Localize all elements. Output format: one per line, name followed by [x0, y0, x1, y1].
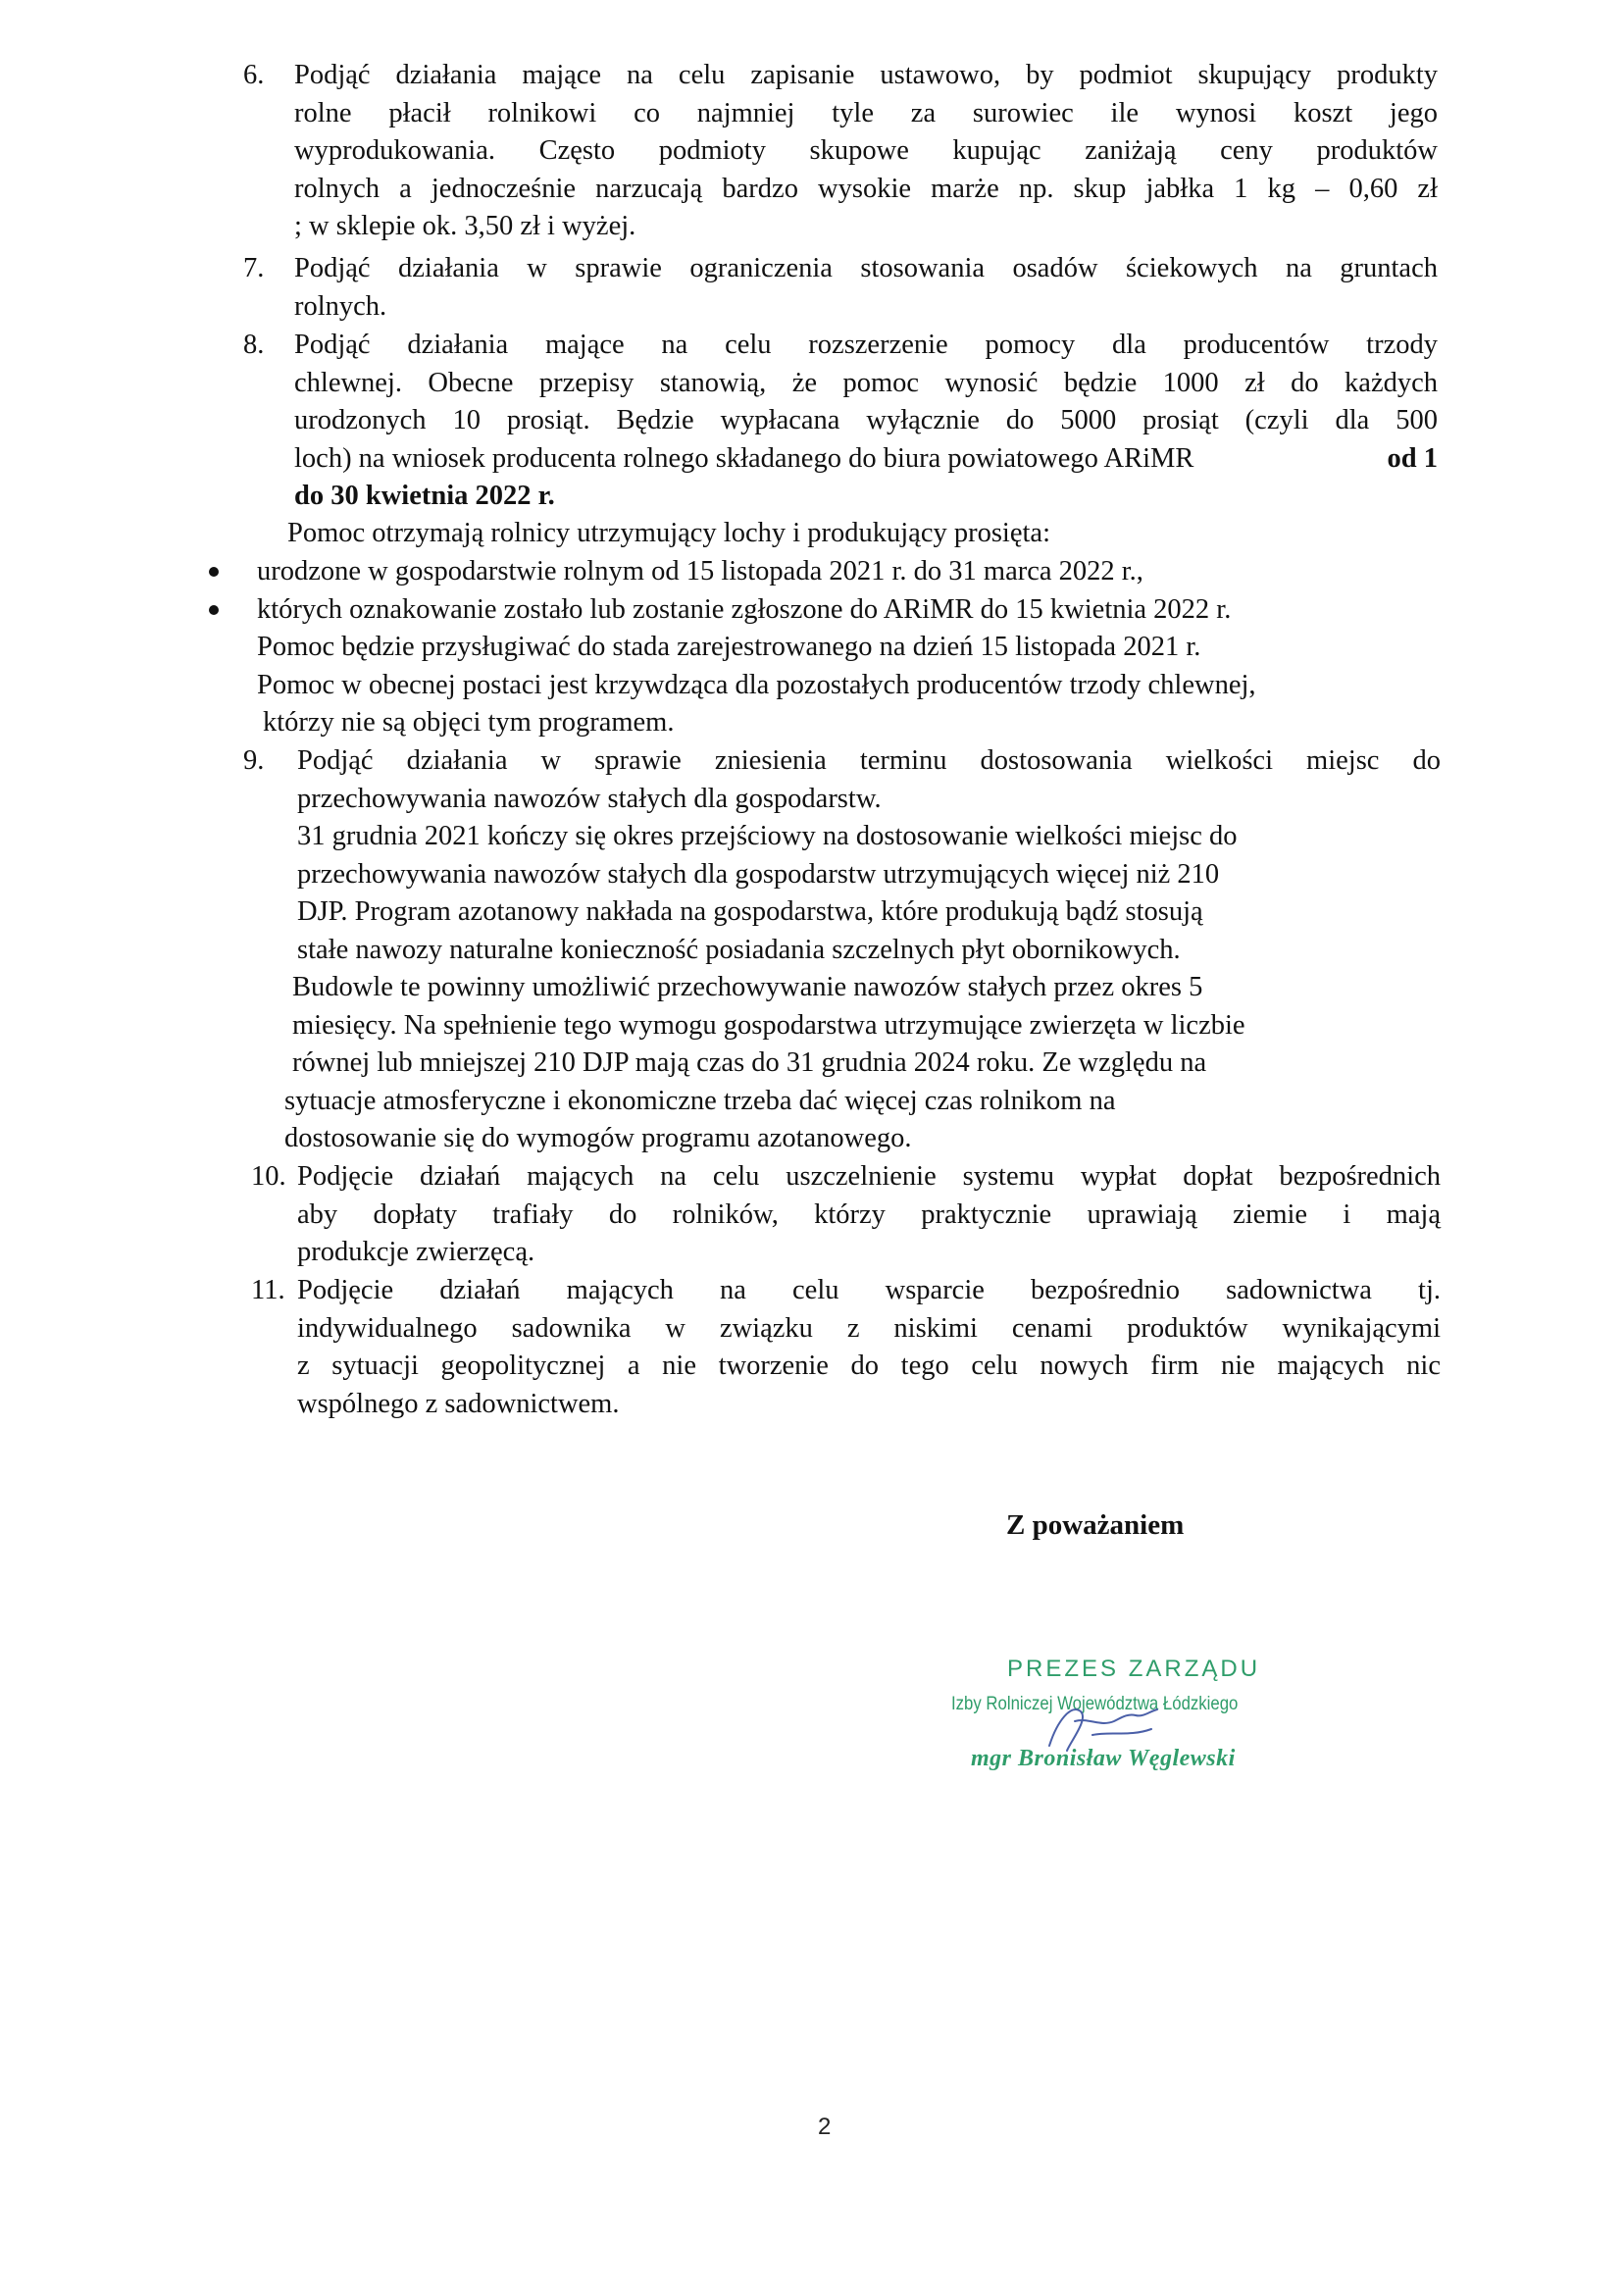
text-line: chlewnej. Obecne przepisy stanowią, że pomoc wynosić będzie 1000 zł do każdych [294, 367, 1438, 398]
bullet-item: urodzone w gospodarstwie rolnym od 15 listopada 2021 r. do 31 marca 2022 r., [257, 556, 1143, 586]
item9-detail-line: równej lub mniejszej 210 DJP mają czas do 31 grudnia 2024 roku. Ze względu na [292, 1047, 1207, 1078]
list-item-text [294, 57, 1438, 246]
bold-date-start: od 1 [1387, 442, 1438, 474]
item9-detail-line: stałe nawozy naturalne konieczność posiadania szczelnych płyt obornikowych. [297, 935, 1181, 965]
text-line: rolnych a jednocześnie narzucają bardzo wysokie marże np. skup jabłka 1 kg – 0,60 zł [294, 173, 1438, 204]
text-line: aby dopłaty trafiały do rolników, którzy praktycznie uprawiają ziemie i mają [297, 1198, 1441, 1230]
item9-detail-line: przechowywania nawozów stałych dla gospodarstw utrzymujących więcej niż 210 [297, 859, 1220, 890]
item9-detail-line: dostosowanie się do wymogów programu azotanowego. [284, 1123, 912, 1153]
list-number: 8. [243, 330, 265, 360]
stamp-title: PREZES ZARZĄDU [1007, 1656, 1261, 1682]
page-number: 2 [818, 2114, 832, 2140]
list-number: 7. [243, 253, 265, 283]
list-item-text [294, 327, 1438, 516]
bullet-dot [209, 567, 219, 577]
text-line: wyprodukowania. Często podmioty skupowe kupując zaniżają ceny produktów [294, 135, 1438, 167]
list-number: 6. [243, 60, 265, 90]
text-line: Podjęcie działań mających na celu uszczelnienie systemu wypłat dopłat bezpośrednich [297, 1161, 1441, 1192]
list-item-text [294, 250, 1438, 326]
list-item-text [297, 1158, 1441, 1272]
text-line: produkcje zwierzęcą. [297, 1237, 535, 1268]
item9-detail-line: miesięcy. Na spełnienie tego wymogu gospodarstwa utrzymujące zwierzęta w liczbie [292, 1010, 1245, 1041]
pomoc-intro: Pomoc otrzymają rolnicy utrzymujący lochy i produkujący prosięta: [287, 518, 1050, 548]
stamp-organization: Izby Rolniczej Województwa Łódzkiego [951, 1693, 1239, 1714]
text-line: indywidualnego sadownika w związku z niskimi cenami produktów wynikającymi [297, 1312, 1441, 1344]
pomoc-line: którzy nie są objęci tym programem. [263, 707, 675, 738]
text-line: Podjąć działania mające na celu rozszerzenie pomocy dla producentów trzody [294, 330, 1438, 360]
text-line: wspólnego z sadownictwem. [297, 1388, 620, 1419]
text-line: przechowywania nawozów stałych dla gospodarstw. [297, 783, 882, 814]
list-item-text [297, 1272, 1441, 1423]
stamp-signatory-name: mgr Bronisław Węglewski [971, 1746, 1236, 1771]
bold-date-end: do 30 kwietnia 2022 r. [294, 481, 555, 512]
item9-detail-line: sytuacje atmosferyczne i ekonomiczne trzeba dać więcej czas rolnikom na [284, 1086, 1116, 1116]
text-line: Podjąć działania w sprawie zniesienia terminu dostosowania wielkości miejsc do [297, 745, 1441, 776]
text-line: Podjęcie działań mających na celu wsparcie bezpośrednio sadownictwa tj. [297, 1275, 1441, 1305]
item9-detail-line: 31 grudnia 2021 kończy się okres przejściowy na dostosowanie wielkości miejsc do [297, 821, 1238, 851]
list-number: 11. [251, 1275, 285, 1305]
list-number: 9. [243, 745, 265, 776]
closing-greeting: Z poważaniem [1006, 1509, 1185, 1541]
text-line: ; w sklepie ok. 3,50 zł i wyżej. [294, 211, 636, 242]
text-line-start: loch) na wniosek producenta rolnego składanego do biura powiatowego ARiMR [294, 442, 1194, 474]
text-line [294, 440, 1438, 479]
text-line: rolnych. [294, 290, 387, 322]
bullet-item: których oznakowanie zostało lub zostanie zgłoszone do ARiMR do 15 kwietnia 2022 r. [257, 594, 1232, 625]
list-number: 10. [251, 1161, 286, 1192]
item9-detail-line: Budowle te powinny umożliwić przechowywanie nawozów stałych przez okres 5 [292, 972, 1203, 1002]
item9-detail-line: DJP. Program azotanowy nakłada na gospodarstwa, które produkują bądź stosują [297, 896, 1203, 927]
text-line: urodzonych 10 prosiąt. Będzie wypłacana wyłącznie do 5000 prosiąt (czyli dla 500 [294, 405, 1438, 436]
text-line: Podjąć działania mające na celu zapisanie ustawowo, by podmiot skupujący produkty [294, 60, 1438, 90]
bullet-dot [209, 605, 219, 615]
text-line [294, 478, 1438, 516]
list-item-text [297, 742, 1441, 818]
text-line: rolne płacił rolnikowi co najmniej tyle za surowiec ile wynosi koszt jego [294, 97, 1438, 128]
text-line: z sytuacji geopolitycznej a nie tworzenie do tego celu nowych firm nie mających nic [297, 1351, 1441, 1382]
text-line: Podjąć działania w sprawie ograniczenia stosowania osadów ściekowych na gruntach [294, 253, 1438, 283]
pomoc-line: Pomoc będzie przysługiwać do stada zarejestrowanego na dzień 15 listopada 2021 r. [257, 632, 1201, 662]
pomoc-line: Pomoc w obecnej postaci jest krzywdząca dla pozostałych producentów trzody chlewnej, [257, 670, 1256, 700]
